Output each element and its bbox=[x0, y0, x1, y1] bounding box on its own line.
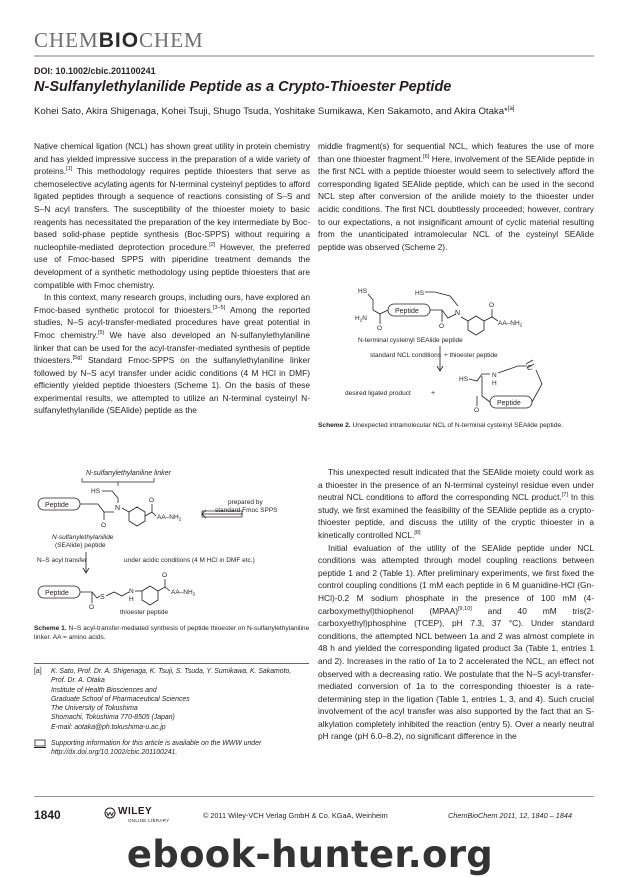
acyl-conditions: under acidic conditions (4 M HCl in DMF etc.) bbox=[124, 557, 255, 564]
affil-line-2: Prof. Dr. A. Otaka bbox=[51, 677, 105, 685]
ref[interactable]: [5g] bbox=[72, 355, 82, 362]
benzene-ring-2 bbox=[142, 586, 158, 605]
text: Native chemical ligation (NCL) has shown great utility in protein chemistry and has yielded impressive success in the preparation of a wide variety of proteins. bbox=[34, 141, 310, 177]
benzene-ring bbox=[129, 507, 145, 526]
citation: ChemBioChem 2011, 12, 1840 – 1844 bbox=[448, 811, 572, 820]
o-atom-4: O bbox=[162, 572, 168, 579]
doi[interactable]: DOI: 10.1002/cbic.201100241 bbox=[34, 66, 156, 76]
ring-carbonyl-2 bbox=[158, 587, 170, 591]
plus-thioester: + thioester peptide bbox=[444, 352, 498, 359]
amide-s2 bbox=[430, 310, 456, 318]
text: However, the preferred use of Fmoc-based SPPS with piperidine treatment demands the development of a synthetic methodology using peptide thioesters that are compatible with Fmoc chemistry. bbox=[34, 241, 310, 290]
plus-sign: + bbox=[431, 390, 436, 397]
cyclic-side bbox=[469, 374, 490, 381]
supporting-line-1: Supporting information for this article is available on the WWW under bbox=[51, 740, 262, 747]
cyclic-right bbox=[532, 370, 542, 402]
left-paragraph-2 bbox=[34, 291, 310, 417]
h-part: H bbox=[355, 315, 360, 322]
o-atom-s2b: O bbox=[439, 323, 445, 330]
aa-nh2-2 bbox=[171, 589, 196, 597]
hs-label-s2b: HS bbox=[415, 290, 425, 297]
right-paragraph-2 bbox=[318, 466, 594, 542]
desired-product: desired ligated product bbox=[345, 390, 411, 397]
header-rule bbox=[34, 55, 594, 57]
hn-h: H bbox=[492, 380, 497, 387]
text: In this study, we first examined the feasibility of the SEAlide peptide as a crypto-thioester peptide, and discuss the utility of the cryptic thioester in a kinetically controlled NCL. bbox=[318, 492, 594, 540]
prepared-line-2: standard Fmoc SPPS bbox=[215, 507, 278, 514]
aa-text: AA–NH bbox=[157, 514, 179, 521]
wiley-logo-icon bbox=[104, 807, 116, 819]
affil-line-5: The University of Tokushima bbox=[51, 705, 138, 713]
hn-n: N bbox=[492, 372, 497, 379]
text: Standard Fmoc-SPPS on the sulfanylethylaniline linker followed by N–S acyl transfer under acidic conditions (4 M HCl in DMF) efficiently yielded peptide thioesters (Scheme 1). On the basis of these experimental results, we attempted to utilize an N-terminal cysteinyl N-sulfanylethylanilide (SEAlide) peptide as the bbox=[34, 355, 310, 416]
affil-line-1: K. Sato, Prof. Dr. A. Shigenaga, K. Tsuji, S. Tsuda, Y. Sumikawa, K. Sakamoto, bbox=[51, 668, 292, 675]
authors-names: Kohei Sato, Akira Shigenaga, Kohei Tsuji, Shugo Tsuda, Yoshitake Sumikawa, Ken Sakamoto, and Akira Otaka* bbox=[34, 106, 508, 118]
text: We have also developed an N-sulfanylethylaniline linker that can be used for the acyl-transfer-mediated synthesis of peptide thioesters. bbox=[34, 329, 310, 366]
peptide-label-2: Peptide bbox=[45, 590, 69, 597]
affiliation-footnote bbox=[34, 667, 310, 767]
o-atom-3: O bbox=[89, 604, 95, 611]
n-atom: N bbox=[115, 505, 121, 512]
text: This methodology requires peptide thioesters that serve as chemoselective acylating agents for N-terminal cysteinyl peptides to afford ligated peptides through a sequence of reactions consisting of S–S and S–N acyl transfers. The susceptibility of the thioester moiety to basic reagents has necessitated the preparation of the key intermediate by Boc-based solid-phase peptide synthesis (Boc-SPPS) without requiring a nucleophile-mediated deprotection procedure. bbox=[34, 166, 310, 252]
text: middle fragment(s) for sequential NCL, which features the use of more than one thioester fragment. bbox=[318, 141, 594, 164]
n-atom-s2: N bbox=[455, 310, 461, 317]
backbone bbox=[373, 310, 388, 314]
cyclic-top bbox=[498, 366, 527, 373]
footnote-rule bbox=[34, 663, 309, 664]
scheme-1-diagram bbox=[34, 466, 310, 616]
hs-label: HS bbox=[91, 488, 101, 495]
authors bbox=[34, 106, 514, 117]
ref[interactable]: [5] bbox=[97, 330, 105, 337]
std-conditions: standard NCL conditions bbox=[370, 352, 441, 359]
affil-label: [a] bbox=[34, 668, 42, 675]
aa-sub: 2 bbox=[178, 516, 182, 522]
n-part: N bbox=[362, 315, 367, 322]
journal-bold: BIO bbox=[98, 29, 140, 52]
scheme-1-caption bbox=[34, 624, 310, 643]
authors-affil-sup: [a] bbox=[507, 106, 515, 112]
benzene-s2 bbox=[468, 316, 484, 335]
aa-sub-2: 2 bbox=[192, 591, 196, 597]
right-column-bottom bbox=[318, 466, 594, 743]
amine-h: H bbox=[129, 596, 134, 603]
amine-n: N bbox=[129, 588, 134, 595]
aa-nh2 bbox=[157, 514, 182, 522]
article-title bbox=[34, 79, 451, 95]
seal-name-1: N-sulfanylethylanilide bbox=[52, 534, 114, 541]
text: Initial evaluation of the utility of the SEAlide peptide under NCL conditions was attempted through model coupling reactions between peptide 1 and 2 (Table 1). After preliminary experiments, we first fixed the control coupling conditions (1 mM each peptide in 6 M guanidine-HCl (Gn-HCl)-0.2 M sodium phosphate in the presence of 100 mM (4-carboxymethyl)thiophenol (MPAA) bbox=[318, 542, 594, 616]
o-atom-2: O bbox=[149, 497, 155, 504]
aa-text-2: AA–NH bbox=[171, 589, 193, 596]
right-column-top bbox=[318, 140, 594, 253]
acyl-label: N–S acyl transfer bbox=[37, 557, 87, 564]
o-atom-s2c: O bbox=[489, 302, 495, 309]
left-paragraph-1 bbox=[34, 140, 310, 291]
thioester-peptide-label: thioester peptide bbox=[120, 609, 169, 616]
watermark: ebook-hunter.org bbox=[126, 833, 494, 876]
supporting-link[interactable]: http://dx.doi.org/10.1002/cbic.201100241. bbox=[51, 749, 178, 757]
affil-line-4: Graduate School of Pharmaceutical Sciences bbox=[51, 695, 190, 703]
cys-side-chain bbox=[368, 294, 373, 310]
ref[interactable]: [9,10] bbox=[458, 605, 472, 612]
prepared-line-1: prepared by bbox=[228, 499, 263, 506]
aa-s2 bbox=[498, 320, 523, 328]
peptide-label: Peptide bbox=[45, 502, 69, 509]
text: Here, involvement of the SEAlide peptide in the first NCL with a peptide thioester would seem to selectively afford the corresponding ligated SEAlide peptide, which can be used in the second NCL step after conversion of the anilide moiety to the thioester under acidic conditions. The first NCL doubtlessly proceeded; however, contrary to our expectations, a not insignificant amount of cyclic material resulting from the unanticipated intramolecular NCL of the cysteinyl SEAlide peptide was observed (Scheme 2). bbox=[318, 153, 594, 252]
amide-bond bbox=[80, 504, 114, 512]
caption-label: Scheme 2. bbox=[318, 422, 351, 429]
linker-bracket bbox=[82, 478, 154, 482]
right-paragraph-1 bbox=[318, 140, 594, 253]
seal-peptide-name: N-terminal cysteinyl SEAlide peptide bbox=[358, 337, 463, 344]
journal-logo bbox=[34, 28, 204, 53]
ref[interactable]: [7] bbox=[561, 492, 568, 499]
copyright: © 2011 Wiley-VCH Verlag GmbH & Co. KGaA, Weinheim bbox=[203, 811, 388, 820]
supporting-info bbox=[51, 739, 311, 758]
journal-suffix: CHEM bbox=[139, 28, 204, 52]
ethyl-chain bbox=[106, 592, 129, 596]
n-ring-bond bbox=[122, 508, 129, 512]
text: and 40 mM tris(2-carboxyethyl)phosphine (TCEP), pH 7.3, 37 °C). Under standard conditions, the attempted NCL between 1a and 2 was almost complete in 48 h and yielded the corresponding ligated product 3a (Table 1, entries 1 and 2). Increases in the ratio of 1a to 2 accelerated the NCL, an effect not observed with a decreasing ratio. We postulate that the N–S acyl-transfer-mediated conversion of 1a to the corresponding thioester is a rate-determining step in the ligation (Table 1, entries 1, 3, and 4). Such crucial involvement of the acyl transfer was also supported by the fact that an S-alkylation completely inhibited the reaction (entry 5). Over a nearly neutral pH range (pH 6.0–8.2), no significant difference in the bbox=[318, 605, 594, 742]
title-italic: N bbox=[34, 79, 45, 95]
ethyl-s2 bbox=[425, 292, 458, 306]
thioester-bond bbox=[80, 592, 100, 598]
seal-name-2: (SEAlide) peptide bbox=[55, 542, 106, 549]
online-library-label: ONLINE LIBRARY bbox=[128, 818, 170, 823]
affil-line-6: Shomachi, Tokushima 770-8505 (Japan) bbox=[51, 714, 175, 722]
ref[interactable]: [3–5] bbox=[212, 304, 226, 311]
o-atom-s2: O bbox=[377, 325, 383, 332]
right-paragraph-3 bbox=[318, 542, 594, 744]
ring-to-carbonyl bbox=[145, 512, 156, 516]
aa-text-s2: AA–NH bbox=[498, 320, 520, 327]
ref[interactable]: [6] bbox=[423, 153, 430, 160]
hs-label-s2c: HS bbox=[459, 376, 469, 383]
hs-label-2: HS bbox=[358, 288, 368, 295]
affil-line-3: Institute of Health Biosciences and bbox=[51, 686, 157, 694]
text: Among the reported studies, N–S acyl-transfer-mediated procedures have great potential in Fmoc chemistry. bbox=[34, 304, 311, 340]
linker-label: N-sulfanylethylaniline linker bbox=[86, 470, 171, 477]
h-sub: 2 bbox=[359, 317, 363, 323]
thiol-chain bbox=[102, 491, 118, 503]
publisher-logo: WILEY bbox=[118, 806, 153, 817]
h2n-label bbox=[355, 315, 367, 323]
title-rest: -Sulfanylethylanilide Peptide as a Crypto-Thioester Peptide bbox=[44, 79, 452, 95]
affil-lines bbox=[51, 667, 311, 732]
affil-email[interactable]: E-mail: aotaka@ph.tokushima-u.ac.jp bbox=[51, 723, 166, 731]
peptide-label-s2b: Peptide bbox=[497, 400, 521, 407]
ring-carbonyl-s2 bbox=[484, 317, 498, 321]
text: This unexpected result indicated that the SEAlide moiety could work as a thioester in the presence of an N-terminal cysteinyl residue even under neutral NCL conditions to afford the corresponding NCL product. bbox=[318, 467, 594, 503]
journal-prefix: CHEM bbox=[34, 28, 99, 52]
c-atom: C bbox=[527, 365, 533, 372]
ref[interactable]: [1] bbox=[66, 166, 73, 173]
cyclic-left bbox=[482, 376, 490, 402]
ref[interactable]: [2] bbox=[209, 241, 216, 248]
text: In this context, many research groups, including ours, have explored an Fmoc-based synthetic protocol for thioesters. bbox=[34, 292, 310, 315]
o-atom-s2d: O bbox=[474, 407, 480, 414]
aa-sub-s2: 2 bbox=[519, 322, 523, 328]
caption-text: Unexpected intramolecular NCL of N-terminal cysteinyl SEAlide peptide. bbox=[350, 422, 563, 429]
caption-label: Scheme 1. bbox=[34, 625, 67, 632]
o-atom: O bbox=[101, 522, 107, 529]
page-number: 1840 bbox=[34, 808, 61, 822]
ref[interactable]: [8] bbox=[414, 530, 421, 537]
left-column bbox=[34, 140, 310, 417]
scheme-2-caption bbox=[318, 421, 594, 430]
peptide-label-s2: Peptide bbox=[395, 308, 419, 315]
n-ring-s2 bbox=[461, 317, 468, 321]
s-atom: S bbox=[100, 594, 105, 601]
footer-rule bbox=[34, 796, 594, 797]
c-double-1 bbox=[526, 360, 533, 364]
scheme-2-diagram bbox=[340, 284, 580, 414]
supporting-info-icon bbox=[34, 739, 46, 749]
caption-text: N–S acyl-transfer-mediated synthesis of peptide thioester on N-sulfanylethylaniline linker. AA = amino acids. bbox=[34, 625, 310, 642]
